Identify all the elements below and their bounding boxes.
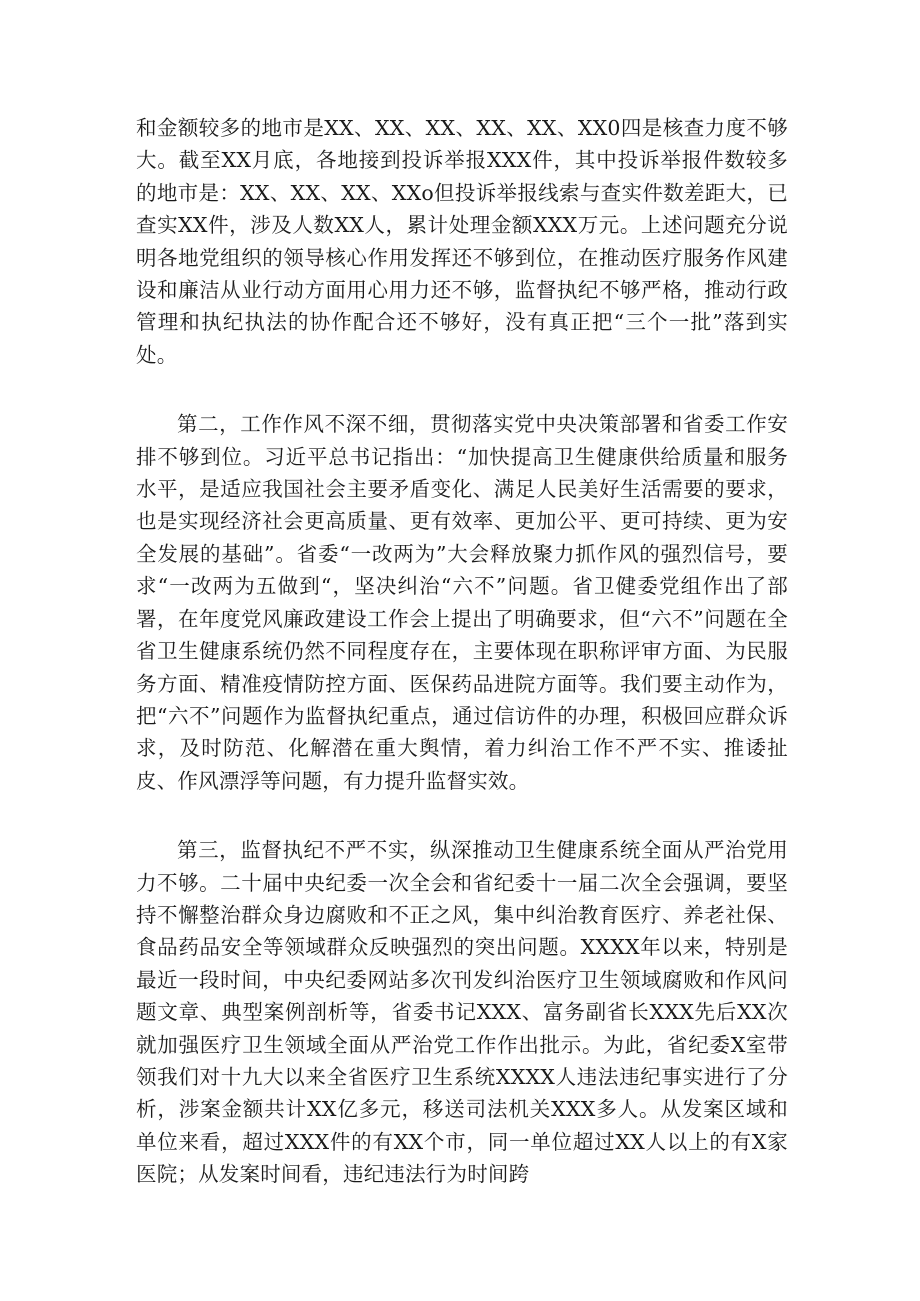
paragraph-gap: [136, 371, 788, 408]
paragraph-3: 第三，监督执纪不严不实，纵深推动卫生健康系统全面从严治党用力不够。二十届中央纪委一次全会和省纪委十一届二次全会强调，要坚持不懈整治群众身边腐败和不正之风，集中纠治教育医疗、养老社保、食品药品安全等领域群众反映强烈的突出问题。XXXX年以来，特别是最近一段时间，中央纪委网站多次刊发纠治医疗卫生领域腐败和作风问题文章、典型案例剖析等，省委书记XXX、富务副省长XXX先后XX次就加强医疗卫生领域全面从严治党工作作出批示。为此，省纪委X室带领我们对十九大以来全省医疗卫生系统XXXX人违法违纪事实进行了分析，涉案金额共计XX亿多元，移送司法机关XXX多人。从发案区域和单位来看，超过XXX件的有XX个市，同一单位超过XX人以上的有X家医院；从发案时间看，违纪违法行为时间跨: [136, 838, 788, 1187]
document-body: [136, 112, 788, 1191]
paragraph-2: 第二，工作作风不深不细，贯彻落实党中央决策部署和省委工作安排不够到位。习近平总书记指出：“加快提高卫生健康供给质量和服务水平，是适应我国社会主要矛盾变化、满足人民美好生活需要的要求，也是实现经济社会更高质量、更有效率、更加公平、更可持续、更为安全发展的基础”。省委“一改两为”大会释放聚力抓作风的强烈信号，要求“一改两为五做到“，坚决纠治“六不”问题。省卫健委党组作出了部署，在年度党风廉政建设工作会上提出了明确要求，但“六不”问题在全省卫生健康系统仍然不同程度存在，主要体现在职称评审方面、为民服务方面、精准疫情防控方面、医保药品进院方面等。我们要主动作为，把“六不”问题作为监督执纪重点，通过信访件的办理，积极回应群众诉求，及时防范、化解潜在重大舆情，着力纠治工作不严不实、推诿扯皮、作风漂浮等问题，有力提升监督实效。: [136, 412, 788, 793]
paragraph-gap: [136, 797, 788, 834]
paragraph-1: 和金额较多的地市是XX、XX、XX、XX、XX、XX0四是核查力度不够大。截至XX月底，各地接到投诉举报XXX件，其中投诉举报件数较多的地市是：XX、XX、XX、XXo但投诉举报线索与查实件数差距大，已查实XX件，涉及人数XX人，累计处理金额XXX万元。上述问题充分说明各地党组织的领导核心作用发挥还不够到位，在推动医疗服务作风建设和廉洁从业行动方面用心用力还不够，监督执纪不够严格，推动行政管理和执纪执法的协作配合还不够好，没有真正把“三个一批”落到实处。: [136, 116, 788, 367]
